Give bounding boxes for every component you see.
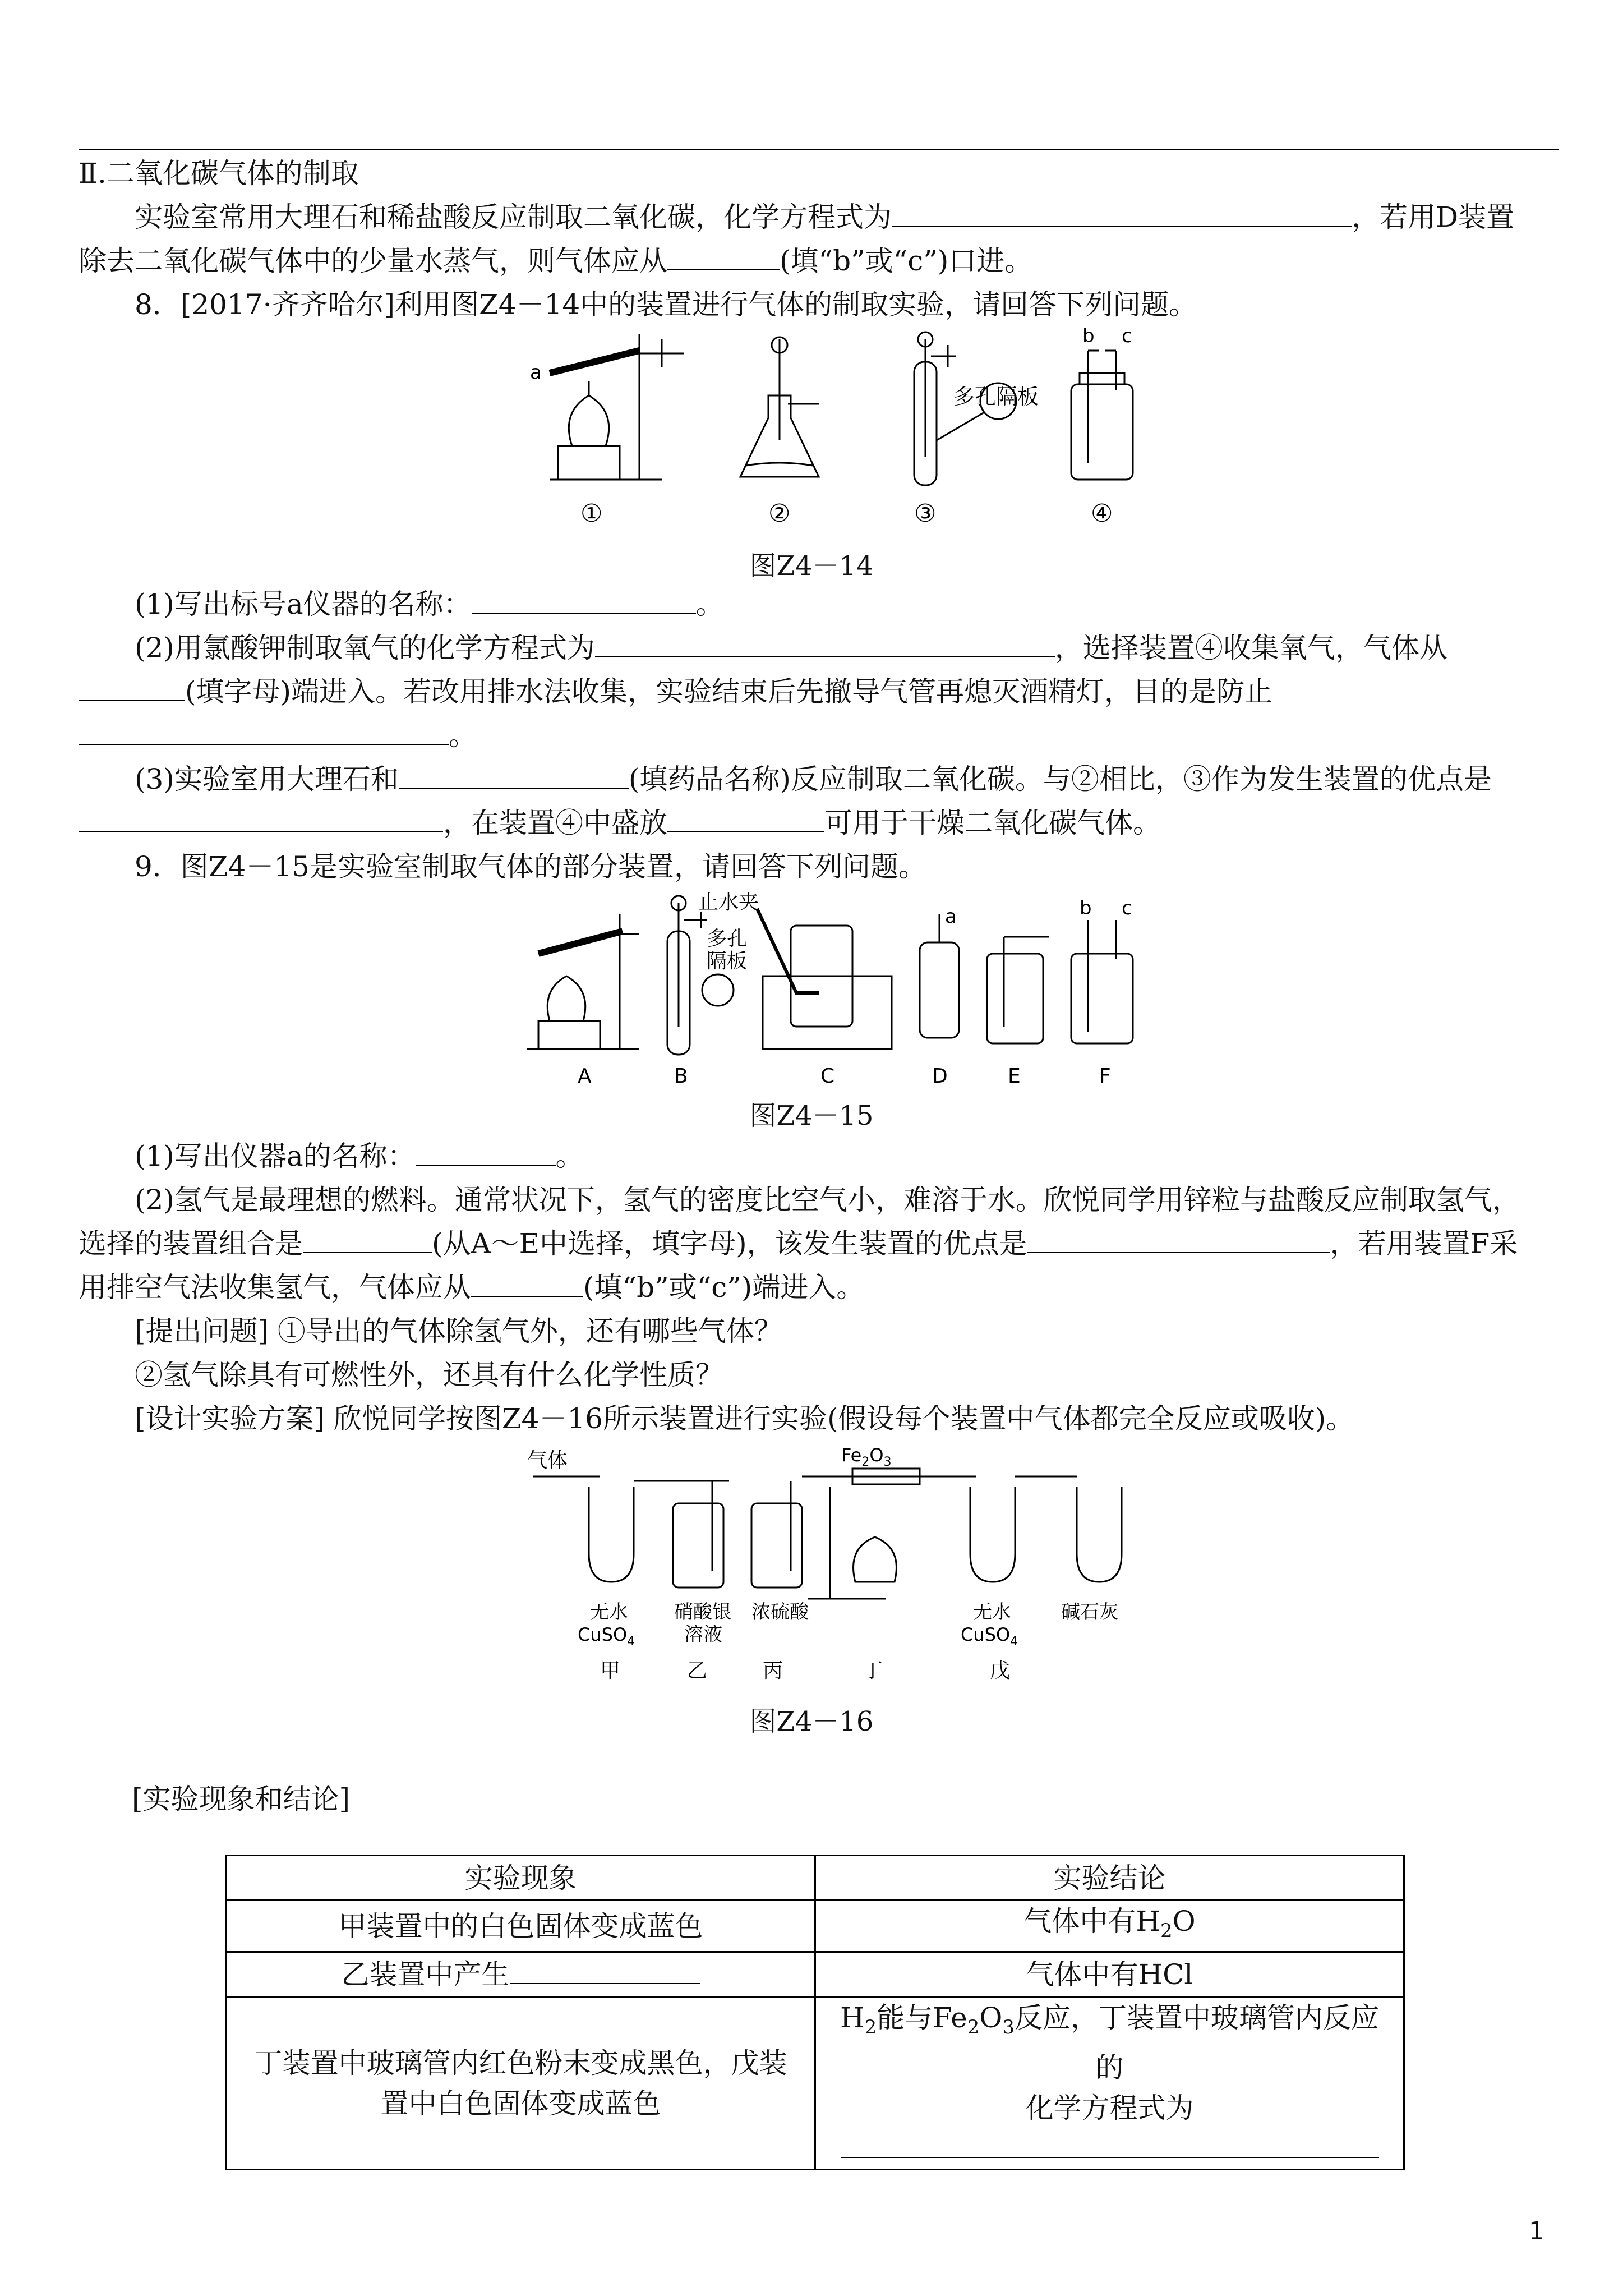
answer-blank[interactable] [472,585,696,614]
top-rule [79,149,1559,150]
answer-blank[interactable] [399,760,629,789]
q8-stem: 8．[2017·齐齐哈尔]利用图Z4－14中的装置进行气体的制取实验，请回答下列问题。 [135,288,1197,321]
table-cell: 丁装置中玻璃管内红色粉末变成黑色，戊装 置中白色固体变成蓝色 [227,1997,815,2170]
label-B: B [674,1065,688,1088]
label-c: c [1122,328,1132,347]
answer-blank[interactable] [667,803,824,832]
svg-text:CuSO4: CuSO$_4$ [961,1624,1018,1649]
q8-sub2-line3: 。 [79,714,1559,757]
label-bing: 丙 [763,1659,783,1682]
question-ask-2: ②氢气除具有可燃性外，还具有什么化学性质？ [135,1359,723,1391]
label-porous-2: 隔板 [707,950,748,973]
label-yi: 乙 [687,1659,708,1682]
table-row [227,1901,1404,1952]
label-C: C [820,1065,835,1088]
label-E: E [1008,1065,1021,1088]
answer-blank[interactable] [79,716,449,745]
answer-blank[interactable] [416,1137,556,1166]
q9-sub2-line1: (2)氢气是最理想的燃料。通常状况下，氢气的密度比空气小，难溶于水。欣悦同学用锌粒与盐酸反应制取氢气， [135,1184,1520,1216]
answer-blank[interactable] [79,803,443,832]
answer-blank[interactable] [892,197,1352,227]
label-anhydrous: 无水 [590,1601,628,1623]
section-line-2: 除去二氧化碳气体中的少量水蒸气，则气体应从 (填“b”或“c”)口进。 [79,239,1559,283]
table-header: 实验现象 [227,1856,815,1901]
table-header-row [227,1856,1404,1901]
label-4: ④ [1091,499,1113,528]
label-c: c [1122,897,1132,919]
table-cell: $H_2$能与$Fe_2O_3$反应，丁装置中玻璃管内反应的 化学方程式为 [815,1997,1404,2170]
answer-blank[interactable] [510,1955,700,1984]
answer-blank[interactable] [667,241,780,270]
label-b: b [1082,328,1095,347]
q9-sub2-line3: 用排空气法收集氢气，气体应从 (填“b”或“c”)端进入。 [79,1266,1559,1309]
q8-sub2-line2: (填字母)端进入。若改用排水法收集，实验结束后先撤导气管再熄灭酒精灯，目的是防止 [79,670,1559,714]
label-b: b [1080,897,1092,919]
label-3: ③ [914,499,937,528]
label-ding: 丁 [863,1659,883,1682]
figure-z4-15 [527,886,1178,1094]
q8-sub2-line1: (2)用氯酸钾制取氧气的化学方程式为 ，选择装置④收集氧气，气体从 [79,626,1615,670]
label-soda-lime: 碱石灰 [1061,1601,1118,1623]
label-porous-1: 多孔 [707,927,748,950]
svg-text:Fe2O3: $Fe_2O_3$ [841,1444,892,1469]
figure-z4-16 [527,1442,1178,1700]
answer-blank[interactable] [841,2134,1379,2158]
result-table [225,1855,1405,2170]
table-cell: 气体中有$H_2O$ [815,1901,1404,1952]
q9-sub2-line2: 选择的装置组合是 (从A～E中选择，填字母)，该发生装置的优点是 ，若用装置F采 [79,1222,1559,1266]
label-water-clip: 止水夹 [698,891,759,914]
section-title: Ⅱ.二氧化碳气体的制取 [79,157,359,190]
label-solution: 溶液 [684,1623,722,1646]
result-title: [实验现象和结论] [132,1783,351,1815]
page-number: 1 [1529,2217,1544,2246]
answer-blank[interactable] [595,628,1055,657]
label-D: D [932,1065,948,1088]
figure-caption-z4-16: 图Z4－16 [749,1706,874,1737]
table-row [227,1952,1404,1997]
label-F: F [1099,1065,1111,1088]
q9-sub1: (1)写出仪器a的名称： 。 [79,1134,1615,1178]
table-cell: 甲装置中的白色固体变成蓝色 [227,1901,815,1952]
table-cell: 气体中有HCl [815,1952,1404,1997]
answer-blank[interactable] [79,672,185,701]
figure-caption-z4-15: 图Z4－15 [749,1100,874,1131]
label-wu: 戊 [990,1659,1011,1682]
answer-blank[interactable] [303,1224,432,1253]
q9-stem: 9．图Z4－15是实验室制取气体的部分装置，请回答下列问题。 [135,850,926,883]
q8-sub3-line1: (3)实验室用大理石和 (填药品名称)反应制取二氧化碳。与②相比，③作为发生装置的优点是 [79,757,1615,801]
label-conc-h2so4: 浓硫酸 [751,1601,809,1623]
label-jia: 甲 [600,1659,621,1682]
label-gas: 气体 [527,1449,568,1472]
table-header: 实验结论 [815,1856,1404,1901]
figure-z4-14 [527,328,1178,541]
label-a: a [945,905,957,928]
label-2: ② [768,499,791,528]
question-ask-1: [提出问题] ①导出的气体除氢气外，还有哪些气体？ [135,1315,782,1347]
label-porous-plate: 多孔隔板 [953,384,1039,409]
label-anhydrous-2: 无水 [973,1601,1011,1623]
figure-caption-z4-14: 图Z4－14 [749,550,874,582]
section-line-1: 实验室常用大理石和稀盐酸反应制取二氧化碳，化学方程式为 ，若用D装置 [79,195,1615,239]
label-silver-nitrate: 硝酸银 [674,1601,731,1623]
q8-sub3-line2: ，在装置④中盛放 可用于干燥二氧化碳气体。 [79,801,1559,845]
label-A: A [578,1065,592,1088]
design-plan: [设计实验方案] 欣悦同学按图Z4－16所示装置进行实验(假设每个装置中气体都完全反应或吸收)。 [135,1402,1354,1435]
label-a: a [530,361,542,384]
q8-sub1: (1)写出标号a仪器的名称： 。 [79,582,1615,626]
answer-blank[interactable] [471,1268,583,1297]
table-row [227,1997,1404,2170]
label-1: ① [580,499,603,528]
table-cell: 乙装置中产生 [227,1952,815,1997]
answer-blank[interactable] [1027,1224,1330,1253]
svg-text:CuSO4: CuSO$_4$ [578,1624,635,1649]
